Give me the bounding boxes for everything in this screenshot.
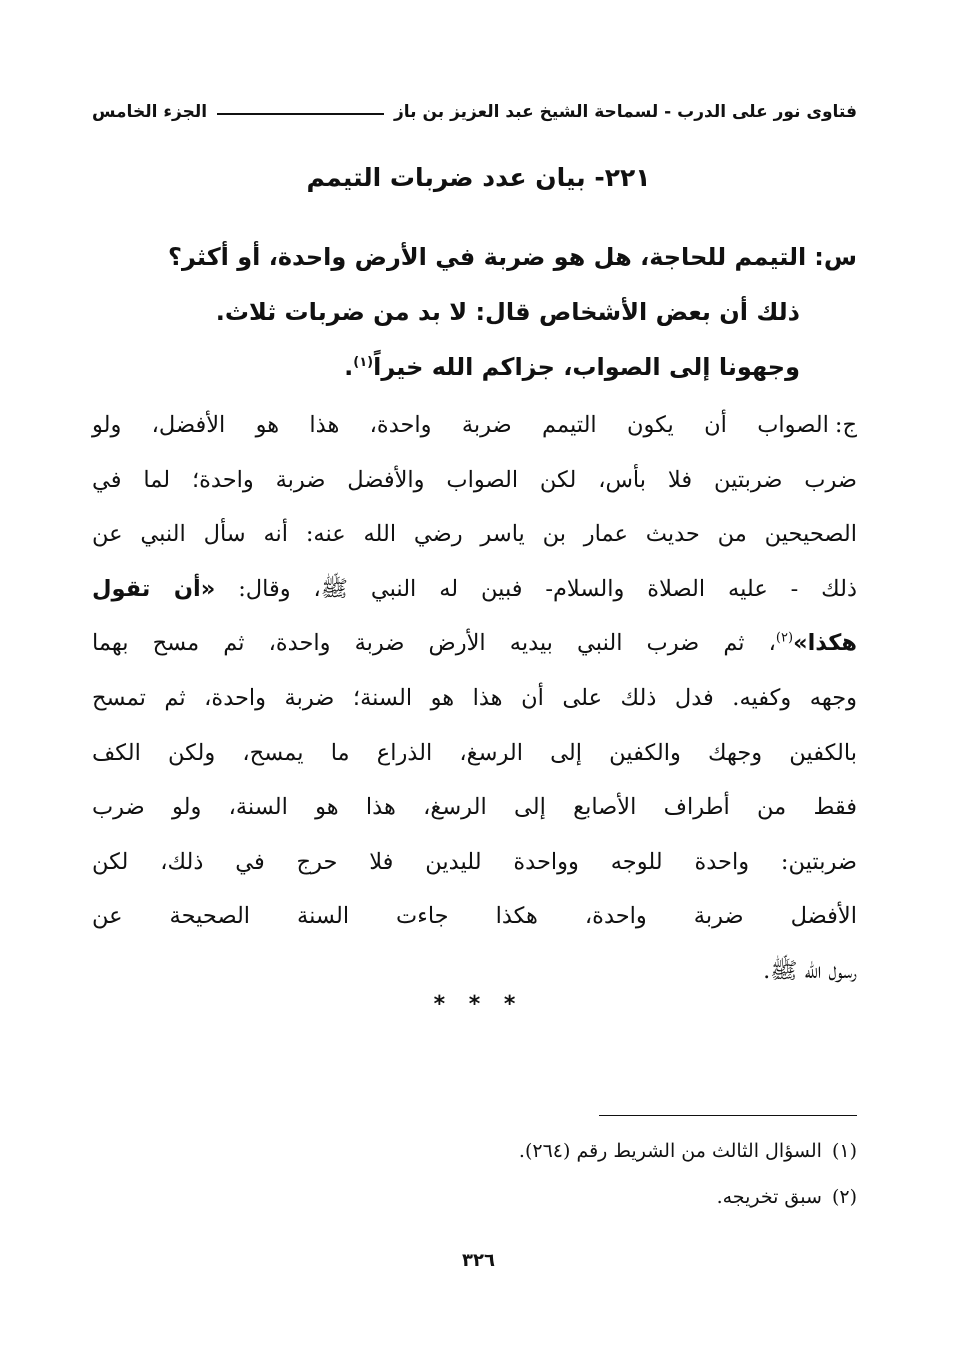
answer-line-6: وجهه وكفيه. فدل ذلك على أن هذا هو السنة؛ ضربة واحدة، ثم تمسح — [92, 684, 857, 711]
answer-line-4 — [92, 562, 857, 617]
footnotes — [97, 1128, 857, 1220]
question-line-1 — [117, 230, 857, 285]
question-prefix: س: — [814, 243, 857, 271]
answer-text: ذلك - عليه الصلاة والسلام- فبين له النبي ﷺ، وقال: — [215, 575, 857, 602]
footnote-number: (٢) — [831, 1186, 857, 1208]
question-line-2: ذلك أن بعض الأشخاص قال: لا بد من ضربات ثلاث. — [215, 298, 800, 326]
answer-line-7: بالكفين وجهك والكفين إلى الرسغ، الذراع ما يمسح، ولكن الكف — [92, 739, 857, 766]
answer-text: ، ثم ضرب النبي بيديه الأرض ضربة واحدة، ثم مسح بهما — [92, 630, 776, 657]
footnote-1 — [97, 1128, 857, 1174]
answer-line-11: رسول الله ﷺ. — [763, 957, 857, 984]
page-number: ٣٢٦ — [462, 1250, 495, 1271]
answer-line-10: الأفضل ضربة واحدة، هكذا جاءت السنة الصحيحة عن — [92, 903, 857, 930]
hadith-quote: «أن تقول — [92, 575, 216, 602]
footnote-text: سبق تخريجه. — [716, 1186, 822, 1208]
footnote-ref: (٢) — [775, 630, 794, 646]
answer-line-8: فقط من أطراف الأصابع إلى الرسغ، هذا هو السنة، ولو ضرب — [92, 794, 857, 821]
question-block — [117, 230, 857, 395]
footnote-number: (١) — [831, 1140, 857, 1162]
question-line-3 — [117, 340, 857, 395]
answer-line-5 — [92, 616, 857, 671]
footnote-2 — [97, 1174, 857, 1220]
part-label: الجزء الخامس — [92, 102, 208, 122]
answer-line-1 — [92, 398, 857, 453]
answer-line-3: الصحيحين من حديث عمار بن ياسر رضي الله عنه: أنه سأل النبي عن — [92, 521, 857, 548]
running-header — [92, 88, 857, 122]
hadith-quote: هكذا» — [793, 630, 857, 657]
answer-line-2: ضرب ضربتين فلا بأس، لكن الصواب والأفضل ضربة واحدة؛ لما في — [92, 466, 857, 493]
answer-prefix: ج: — [834, 412, 857, 438]
answer-block — [92, 398, 857, 999]
header-rule — [217, 113, 384, 115]
footnote-rule — [599, 1115, 857, 1116]
question-text: التيمم للحاجة، هل هو ضربة في الأرض واحدة، أو أكثر؟ — [168, 243, 807, 271]
question-text: وجهونا إلى الصواب، جزاكم الله خيراً — [373, 353, 800, 381]
answer-line-9: ضربتين: واحدة للوجه وواحدة لليدين فلا حرج في ذلك، لكن — [92, 848, 857, 875]
footnote-ref: (١) — [353, 355, 374, 370]
fatwa-title: ٢٢١- بيان عدد ضربات التيمم — [306, 163, 651, 192]
book-title: فتاوى نور على الدرب - لسماحة الشيخ عبد العزيز بن باز — [394, 102, 857, 122]
question-end: . — [344, 353, 354, 381]
answer-text: الصواب أن يكون التيمم ضربة واحدة، هذا هو الأفضل، ولو — [92, 412, 829, 438]
section-separator: * * * — [433, 992, 524, 1017]
footnote-text: السؤال الثالث من الشريط رقم (٢٦٤). — [518, 1140, 822, 1162]
